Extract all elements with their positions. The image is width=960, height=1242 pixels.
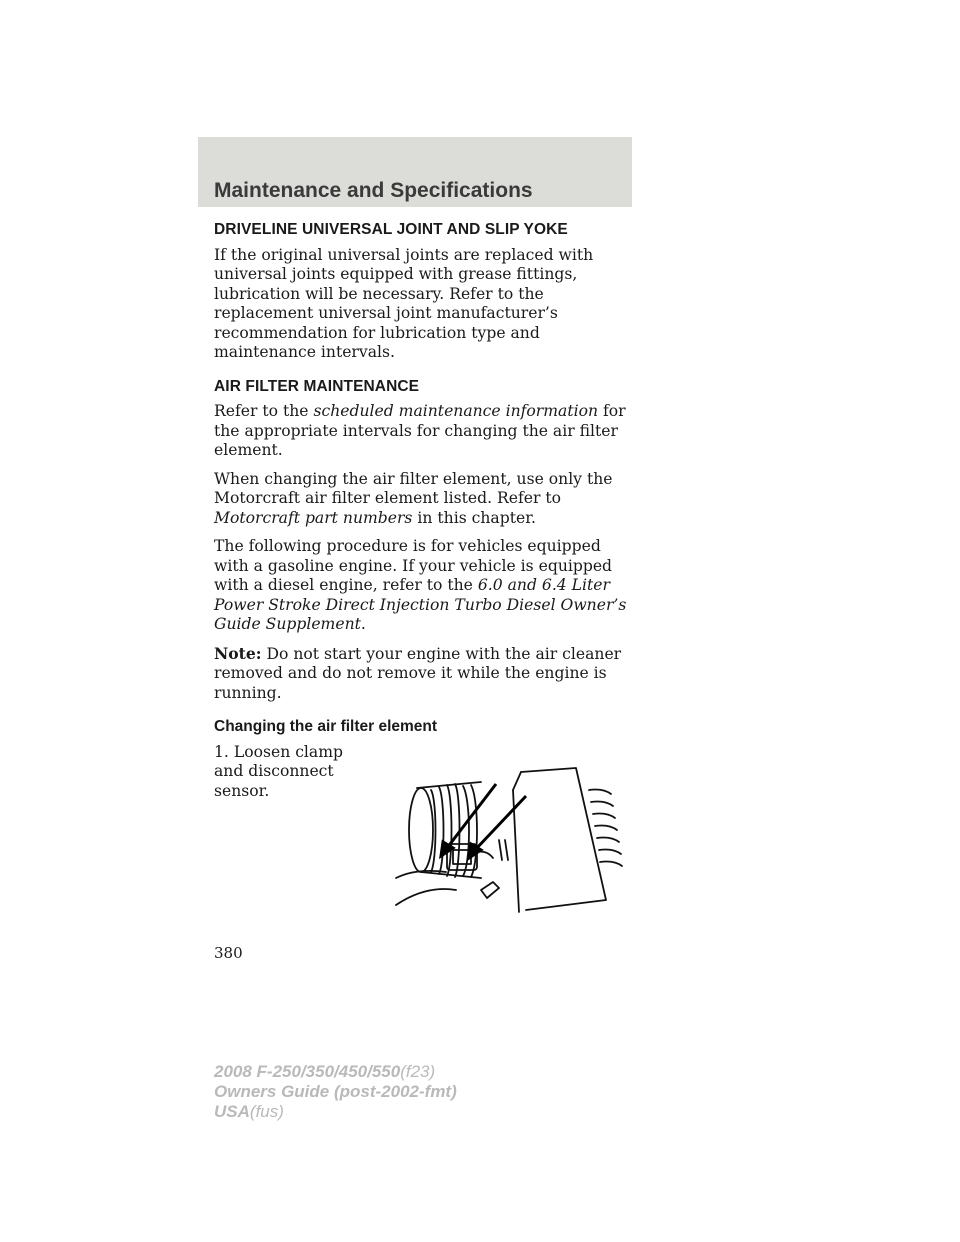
page-content — [214, 220, 634, 933]
document-footer — [214, 1062, 457, 1122]
subsection-heading-changing-filter: Changing the air filter element — [214, 718, 438, 735]
motorcraft-part-numbers-reference: Motorcraft part numbers — [214, 508, 413, 527]
scheduled-maintenance-reference: scheduled maintenance information — [313, 402, 599, 420]
section-heading-driveline: DRIVELINE UNIVERSAL JOINT AND SLIP YOKE — [214, 221, 568, 238]
footer-line-3: USA(fus) — [214, 1102, 284, 1121]
note-label: Note: — [214, 643, 262, 663]
chapter-title: Maintenance and Specifications — [214, 179, 533, 202]
step-1-row — [214, 743, 634, 933]
air-filter-paragraph-2: When changing the air filter element, use only the Motorcraft air filter element listed. Refer to Motorcraft part numbers in this chapter. — [214, 469, 613, 527]
section-heading-air-filter: AIR FILTER MAINTENANCE — [214, 377, 420, 395]
footer-line-1: 2008 F-250/350/450/550(f23) — [214, 1062, 436, 1081]
driveline-paragraph: If the original universal joints are replaced with universal joints equipped with grease fittings, lubrication will be necessary. Refer to the replacement universal joint manufacturer’s recommendation for lubrication type and maintenance intervals. — [214, 245, 594, 361]
diesel-supplement-reference: 6.0 and 6.4 Liter Power Stroke Direct Injection Turbo Diesel Owner’s Guide Supplement — [214, 576, 627, 633]
step-1-text: 1. Loosen clamp and disconnect sensor. — [214, 742, 343, 800]
footer-line-2: Owners Guide (post-2002-fmt) — [214, 1082, 457, 1101]
air-filter-paragraph-3: The following procedure is for vehicles equipped with a gasoline engine. If your vehicle is equipped with a diesel engine, refer to the 6.0 and 6.4 Liter Power Stroke Direct Injection Turbo Diesel Owner’s Guide Supplement. — [214, 537, 627, 633]
air-filter-clamp-illustration — [391, 760, 631, 920]
air-filter-paragraph-1: Refer to the scheduled maintenance information for the appropriate intervals for changing the air filter element. — [214, 402, 626, 459]
page-number: 380 — [214, 944, 243, 962]
chapter-header — [198, 137, 632, 207]
note-paragraph: Note: Do not start your engine with the air cleaner removed and do not remove it while the engine is running. — [214, 643, 622, 702]
